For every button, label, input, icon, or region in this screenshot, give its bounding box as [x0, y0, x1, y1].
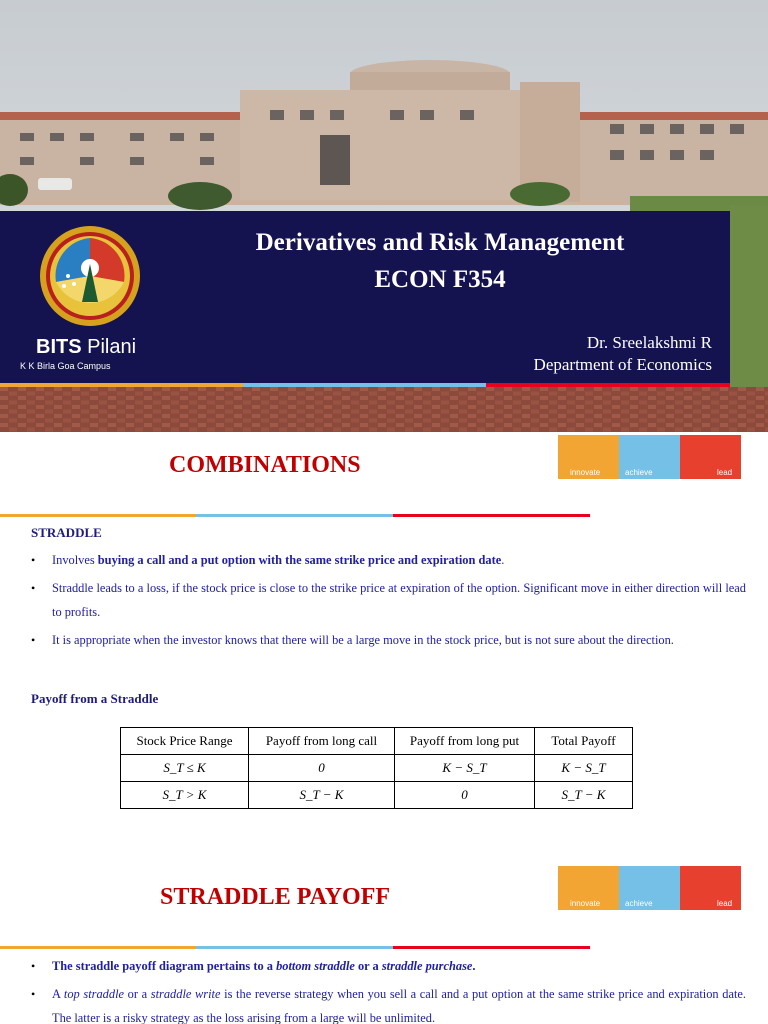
slide-heading: STRADDLE PAYOFF: [160, 884, 391, 910]
payoff-table: [120, 727, 633, 809]
table-cell: K − S_T: [535, 755, 633, 782]
list-item: • Straddle leads to a loss, if the stock price is close to the strike price at expiration of the option. Significant move in either direction will lead to profits.: [31, 576, 746, 624]
list-item: • The straddle payoff diagram pertains to a bottom straddle or a straddle purchase.: [31, 954, 746, 978]
straddle-bullets: [31, 548, 746, 656]
badge-innovate: innovate: [570, 468, 601, 477]
list-item: • It is appropriate when the investor knows that there will be a large move in the stock price, but is not sure about the direction.: [31, 628, 746, 652]
heading-divider: [0, 514, 590, 517]
table-cell: 0: [249, 755, 395, 782]
course-title: Derivatives and Risk Management: [255, 229, 625, 256]
list-item: • Involves buying a call and a put option with the same strike price and expiration date.: [31, 548, 746, 572]
section-title: STRADDLE: [31, 525, 102, 540]
author-department: Department of Economics: [533, 355, 712, 374]
badge-achieve: achieve: [625, 899, 653, 908]
title-slide: [0, 0, 768, 432]
author-name: Dr. Sreelakshmi R: [586, 333, 712, 352]
stripe-orange: [0, 383, 243, 387]
innovate-achieve-lead-badge: [558, 866, 741, 910]
heading-divider: [0, 946, 590, 949]
table-header-row: [121, 728, 633, 755]
stripe-red: [486, 383, 730, 387]
slide-heading: COMBINATIONS: [169, 452, 361, 478]
table-cell: S_T − K: [249, 782, 395, 809]
table-cell: S_T > K: [121, 782, 249, 809]
course-code: ECON F354: [374, 266, 506, 293]
col-header: Stock Price Range: [121, 728, 249, 755]
table-cell: S_T ≤ K: [121, 755, 249, 782]
straddle-payoff-slide: [0, 840, 768, 1024]
table-row: [121, 782, 633, 809]
campus-name: K K Birla Goa Campus: [20, 361, 111, 371]
badge-lead: lead: [717, 468, 733, 477]
badge-lead: lead: [717, 899, 733, 908]
innovate-achieve-lead-badge: [558, 435, 741, 479]
stripe-blue: [243, 383, 486, 387]
badge-achieve: achieve: [625, 468, 653, 477]
payoff-title: Payoff from a Straddle: [31, 691, 159, 706]
bits-seal-icon: [22, 224, 158, 330]
combinations-slide: [0, 432, 768, 864]
table-cell: K − S_T: [395, 755, 535, 782]
col-header: Payoff from long put: [395, 728, 535, 755]
table-cell: 0: [395, 782, 535, 809]
list-item: • A top straddle or a straddle write is the reverse strategy when you sell a call and a put option at the same strike price and expiration date. The latter is a risky strategy as the loss arising from a large will be unlimited.: [31, 982, 746, 1024]
table-cell: S_T − K: [535, 782, 633, 809]
col-header: Payoff from long call: [249, 728, 395, 755]
badge-innovate: innovate: [570, 899, 601, 908]
bits-pilani-wordmark: BITS Pilani: [36, 336, 137, 358]
table-row: [121, 755, 633, 782]
straddle-payoff-bullets: [31, 954, 746, 1024]
col-header: Total Payoff: [535, 728, 633, 755]
